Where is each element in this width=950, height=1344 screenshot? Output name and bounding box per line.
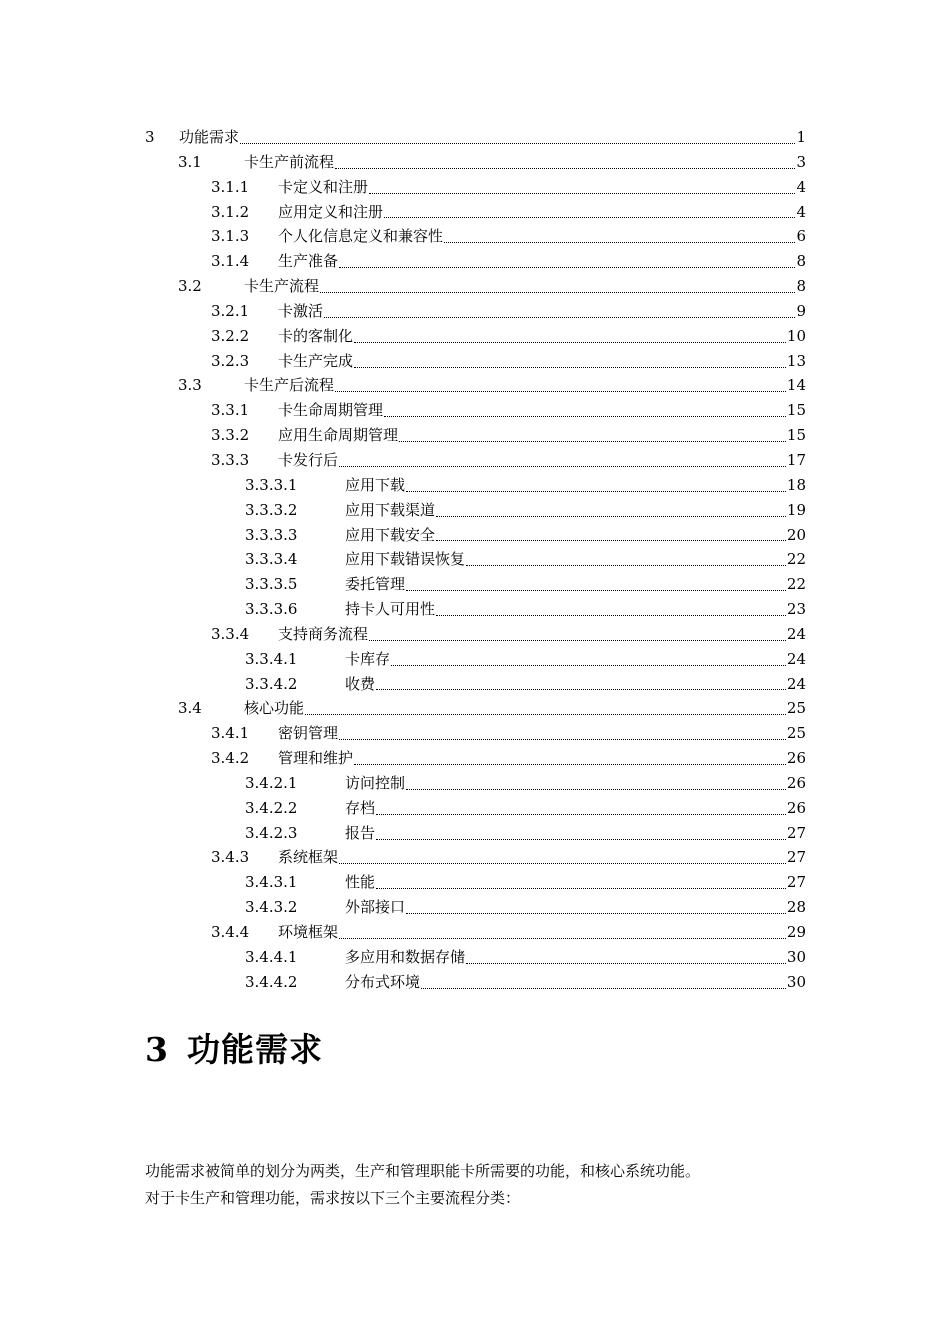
toc-entry[interactable] <box>145 597 806 622</box>
toc-entry-title: 卡生产前流程 <box>244 152 335 171</box>
toc-dot-leader <box>376 814 786 815</box>
toc-entry-title: 密钥管理 <box>278 724 339 743</box>
toc-entry-page: 14 <box>786 376 806 395</box>
toc-entry[interactable] <box>145 200 806 225</box>
toc-entry-title: 核心功能 <box>244 699 305 718</box>
toc-entry-number: 3.3.4.2 <box>245 674 298 693</box>
toc-entry-number: 3.3.2 <box>211 426 250 445</box>
toc-entry-title: 应用下载 <box>345 475 406 494</box>
toc-entry-title: 持卡人可用性 <box>345 600 436 619</box>
toc-entry-number: 3.4.2 <box>211 749 250 768</box>
toc-entry-title: 卡发行后 <box>278 450 339 469</box>
toc-dot-leader <box>369 193 795 194</box>
toc-entry-page: 20 <box>786 525 806 544</box>
toc-entry-page: 30 <box>786 972 806 991</box>
toc-dot-leader <box>406 491 786 492</box>
toc-dot-leader <box>376 888 786 889</box>
toc-entry-number: 3.4.1 <box>211 724 250 743</box>
toc-entry-number: 3.3.3.4 <box>245 550 298 569</box>
toc-entry[interactable] <box>145 920 806 945</box>
toc-entry[interactable] <box>145 970 806 995</box>
toc-entry[interactable] <box>145 324 806 349</box>
toc-entry-title: 功能需求 <box>179 128 240 146</box>
toc-entry-title: 应用下载安全 <box>345 525 436 544</box>
toc-entry-page: 1 <box>796 128 806 146</box>
toc-entry-page: 19 <box>786 500 806 519</box>
toc-entry-page: 6 <box>796 227 806 246</box>
toc-dot-leader <box>406 789 786 790</box>
toc-entry-title: 收费 <box>345 674 376 693</box>
toc-entry-number: 3.2.1 <box>211 301 250 320</box>
toc-entry-title: 卡激活 <box>278 301 324 320</box>
toc-entry-title: 环境框架 <box>278 923 339 941</box>
toc-dot-leader <box>240 143 795 144</box>
toc-entry-page: 15 <box>786 401 806 420</box>
toc-entry-page: 4 <box>796 177 806 196</box>
toc-dot-leader <box>436 540 786 541</box>
toc-dot-leader <box>369 640 786 641</box>
toc-entry-page: 25 <box>786 699 806 718</box>
toc-dot-leader <box>339 739 786 740</box>
toc-entry-number: 3.4.2.3 <box>245 823 298 842</box>
toc-entry-title: 卡的客制化 <box>278 326 354 345</box>
toc-dot-leader <box>421 988 786 989</box>
toc-entry-title: 委托管理 <box>345 575 406 594</box>
toc-entry-title: 性能 <box>345 873 376 892</box>
toc-entry-page: 8 <box>796 277 806 296</box>
toc-entry-number: 3.4.3 <box>211 848 250 867</box>
toc-entry-number: 3.4.2.1 <box>245 773 298 792</box>
toc-entry-number: 3.3.3 <box>211 450 250 469</box>
toc-entry[interactable] <box>145 672 806 697</box>
toc-entry-page: 27 <box>786 848 806 867</box>
toc-entry[interactable] <box>145 746 806 771</box>
toc-entry-title: 管理和维护 <box>278 749 354 768</box>
toc-entry-title: 多应用和数据存储 <box>345 947 466 966</box>
toc-entry-number: 3.4.3.2 <box>245 898 298 917</box>
toc-entry[interactable] <box>145 349 806 374</box>
toc-entry-page: 13 <box>786 351 806 370</box>
toc-entry-page: 3 <box>796 152 806 171</box>
toc-entry-page: 8 <box>796 252 806 271</box>
toc-entry-title: 报告 <box>345 823 376 842</box>
toc-entry-number: 3.1.3 <box>211 227 250 246</box>
toc-entry-number: 3.1.1 <box>211 177 250 196</box>
toc-entry[interactable] <box>145 523 806 548</box>
toc-dot-leader <box>384 217 795 218</box>
toc-entry-number: 3.1.4 <box>211 252 250 271</box>
toc-entry-page: 4 <box>796 202 806 221</box>
toc-entry-title: 卡库存 <box>345 649 391 668</box>
toc-entry-number: 3.2.3 <box>211 351 250 370</box>
toc-dot-leader <box>354 342 786 343</box>
toc-entry-page: 30 <box>786 947 806 966</box>
toc-entry-title: 生产准备 <box>278 252 339 271</box>
toc-entry-page: 29 <box>786 923 806 941</box>
toc-entry-title: 卡生产流程 <box>244 277 320 296</box>
toc-entry[interactable] <box>145 448 806 473</box>
table-of-contents <box>145 125 806 995</box>
toc-entry-number: 3.3.4.1 <box>245 649 298 668</box>
toc-entry-page: 15 <box>786 426 806 445</box>
toc-entry[interactable] <box>145 647 806 672</box>
toc-entry-page: 24 <box>786 674 806 693</box>
toc-entry[interactable] <box>145 696 806 721</box>
toc-entry-number: 3.4.4.2 <box>245 972 298 991</box>
toc-entry[interactable] <box>145 125 806 150</box>
toc-entry-number: 3.3.3.2 <box>245 500 298 519</box>
toc-entry-title: 应用生命周期管理 <box>278 426 399 445</box>
toc-entry[interactable] <box>145 150 806 175</box>
toc-entry-number: 3 <box>145 128 155 146</box>
toc-entry-title: 个人化信息定义和兼容性 <box>278 227 444 246</box>
toc-entry-page: 26 <box>786 749 806 768</box>
toc-entry[interactable] <box>145 870 806 895</box>
toc-dot-leader <box>324 317 795 318</box>
toc-entry-number: 3.1.2 <box>211 202 250 221</box>
toc-entry-number: 3.3.3.3 <box>245 525 298 544</box>
toc-entry-title: 存档 <box>345 798 376 817</box>
toc-dot-leader <box>436 516 786 517</box>
toc-entry-page: 25 <box>786 724 806 743</box>
toc-dot-leader <box>339 267 795 268</box>
toc-entry-number: 3.3 <box>178 376 202 395</box>
toc-dot-leader <box>339 938 786 939</box>
section-heading-title: 功能需求 <box>186 1030 323 1069</box>
toc-entry-page: 24 <box>786 624 806 643</box>
toc-entry-title: 卡定义和注册 <box>278 177 369 196</box>
toc-dot-leader <box>339 863 786 864</box>
toc-dot-leader <box>376 839 786 840</box>
toc-entry[interactable] <box>145 224 806 249</box>
toc-entry-number: 3.3.3.1 <box>245 475 298 494</box>
toc-entry-number: 3.4.2.2 <box>245 798 298 817</box>
section-heading-number: 3 <box>145 1030 169 1069</box>
toc-dot-leader <box>436 615 786 616</box>
toc-entry[interactable] <box>145 423 806 448</box>
toc-entry[interactable] <box>145 249 806 274</box>
toc-dot-leader <box>354 367 786 368</box>
toc-entry[interactable] <box>145 771 806 796</box>
toc-dot-leader <box>406 913 786 914</box>
toc-entry-number: 3.4.4 <box>211 923 250 941</box>
toc-entry[interactable] <box>145 721 806 746</box>
toc-entry[interactable] <box>145 547 806 572</box>
toc-entry[interactable] <box>145 398 806 423</box>
toc-entry-title: 访问控制 <box>345 773 406 792</box>
toc-dot-leader <box>406 590 786 591</box>
toc-entry-number: 3.3.1 <box>211 401 250 420</box>
toc-entry-title: 应用下载渠道 <box>345 500 436 519</box>
toc-entry-page: 17 <box>786 450 806 469</box>
toc-entry-number: 3.4.4.1 <box>245 947 298 966</box>
toc-dot-leader <box>354 764 786 765</box>
toc-entry[interactable] <box>145 945 806 970</box>
toc-entry-title: 应用下载错误恢复 <box>345 550 466 569</box>
toc-entry-page: 22 <box>786 575 806 594</box>
toc-entry[interactable] <box>145 274 806 299</box>
toc-dot-leader <box>376 689 786 690</box>
toc-dot-leader <box>320 292 795 293</box>
toc-entry-number: 3.1 <box>178 152 202 171</box>
toc-dot-leader <box>399 441 786 442</box>
toc-entry-page: 22 <box>786 550 806 569</box>
toc-entry-page: 27 <box>786 823 806 842</box>
toc-entry[interactable] <box>145 821 806 846</box>
toc-dot-leader <box>391 665 786 666</box>
toc-dot-leader <box>339 466 786 467</box>
toc-entry[interactable] <box>145 498 806 523</box>
toc-entry-page: 23 <box>786 600 806 619</box>
toc-dot-leader <box>335 391 786 392</box>
toc-entry[interactable] <box>145 373 806 398</box>
toc-dot-leader <box>384 416 786 417</box>
toc-entry[interactable] <box>145 895 806 920</box>
toc-entry-title: 系统框架 <box>278 848 339 867</box>
toc-dot-leader <box>335 168 795 169</box>
toc-entry-title: 卡生产后流程 <box>244 376 335 395</box>
toc-dot-leader <box>466 565 786 566</box>
toc-entry-title: 分布式环境 <box>345 972 421 991</box>
toc-dot-leader <box>305 714 786 715</box>
toc-entry-page: 10 <box>786 326 806 345</box>
toc-entry-page: 18 <box>786 475 806 494</box>
toc-entry[interactable] <box>145 299 806 324</box>
toc-entry[interactable] <box>145 572 806 597</box>
toc-entry-page: 24 <box>786 649 806 668</box>
toc-entry-title: 支持商务流程 <box>278 624 369 643</box>
toc-entry-number: 3.3.3.6 <box>245 600 298 619</box>
body-paragraph-1: 功能需求被简单的划分为两类，生产和管理职能卡所需要的功能，和核心系统功能。 <box>145 1162 701 1180</box>
toc-entry-number: 3.2.2 <box>211 326 250 345</box>
toc-dot-leader <box>466 963 786 964</box>
toc-entry-title: 应用定义和注册 <box>278 202 384 221</box>
toc-entry[interactable] <box>145 622 806 647</box>
toc-entry[interactable] <box>145 796 806 821</box>
toc-entry-title: 卡生命周期管理 <box>278 401 384 420</box>
toc-entry-number: 3.3.3.5 <box>245 575 298 594</box>
toc-entry-title: 外部接口 <box>345 898 406 917</box>
toc-entry-page: 28 <box>786 898 806 917</box>
toc-dot-leader <box>444 242 795 243</box>
toc-entry-number: 3.4.3.1 <box>245 873 298 892</box>
toc-entry-page: 26 <box>786 798 806 817</box>
section-heading <box>145 1024 323 1071</box>
toc-entry-number: 3.2 <box>178 277 202 296</box>
toc-entry-title: 卡生产完成 <box>278 351 354 370</box>
body-paragraph-2: 对于卡生产和管理功能，需求按以下三个主要流程分类： <box>145 1189 521 1207</box>
toc-entry[interactable] <box>145 473 806 498</box>
toc-entry-number: 3.3.4 <box>211 624 250 643</box>
toc-entry-page: 9 <box>796 301 806 320</box>
toc-entry[interactable] <box>145 175 806 200</box>
toc-entry-page: 27 <box>786 873 806 892</box>
toc-entry-page: 26 <box>786 773 806 792</box>
toc-entry-number: 3.4 <box>178 699 202 718</box>
toc-entry[interactable] <box>145 845 806 870</box>
